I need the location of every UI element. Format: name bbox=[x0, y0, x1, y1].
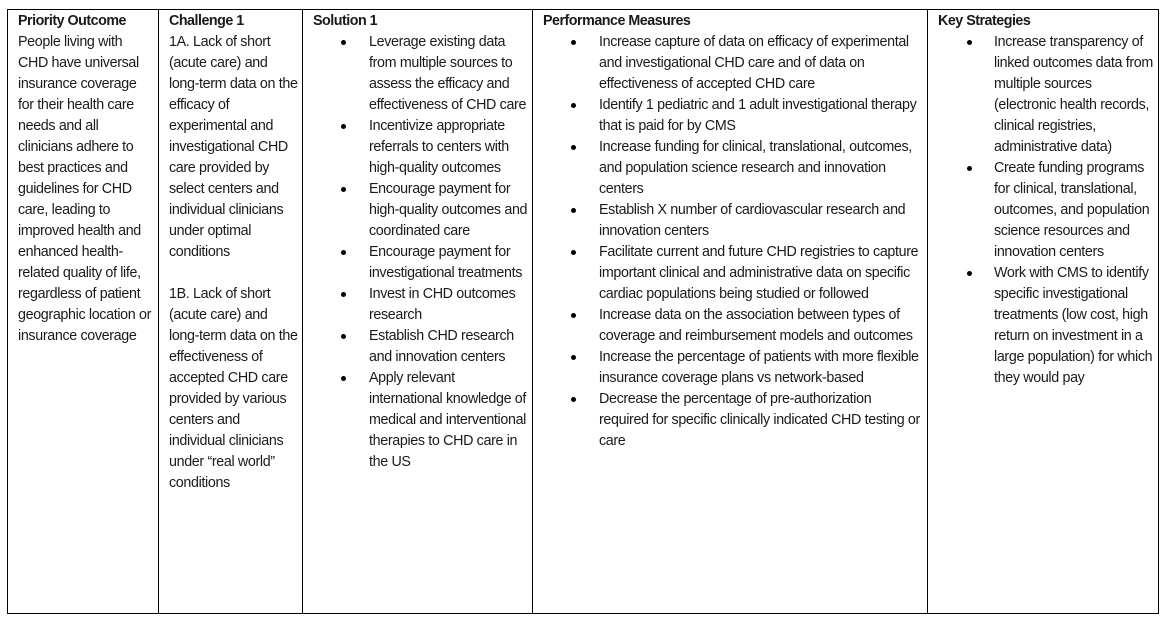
list-item bbox=[599, 137, 923, 200]
key-strategies-cell bbox=[928, 10, 1159, 614]
bullet-icon bbox=[967, 166, 972, 171]
list-item-text: Incentivize appropriate referrals to centers with high-quality outcomes bbox=[369, 118, 509, 176]
list-item-text: Work with CMS to identify specific investigational treatments (low cost, high return on investment in a large population) for which they would pay bbox=[994, 265, 1153, 386]
bullet-icon bbox=[571, 145, 576, 150]
bullet-icon bbox=[571, 397, 576, 402]
list-item bbox=[599, 32, 923, 95]
list-item-text: Establish CHD research and innovation centers bbox=[369, 328, 514, 365]
list-item-text: Create funding programs for clinical, translational, outcomes, and population science resources and innovation centers bbox=[994, 160, 1150, 260]
list-item bbox=[369, 284, 528, 326]
performance-measures-cell bbox=[533, 10, 928, 614]
bullet-icon bbox=[571, 313, 576, 318]
column-header: Key Strategies bbox=[938, 13, 1031, 29]
list-item-text: Increase capture of data on efficacy of experimental and investigational CHD care and of data on effectiveness of accepted CHD care bbox=[599, 34, 909, 92]
list-item bbox=[994, 32, 1154, 158]
list-item-text: Encourage payment for investigational treatments bbox=[369, 244, 523, 281]
column-header: Performance Measures bbox=[543, 13, 691, 29]
bullet-icon bbox=[341, 187, 346, 192]
priority-outcome-cell bbox=[8, 10, 159, 614]
list-item bbox=[599, 200, 923, 242]
list-item bbox=[994, 263, 1154, 389]
list-item bbox=[369, 326, 528, 368]
challenge-cell bbox=[159, 10, 303, 614]
strategy-table bbox=[7, 9, 1159, 614]
list-item-text: Establish X number of cardiovascular research and innovation centers bbox=[599, 202, 906, 239]
list-item-text: Apply relevant international knowledge of medical and interventional therapies to CHD care in the US bbox=[369, 370, 527, 470]
bullet-icon bbox=[571, 103, 576, 108]
list-item-text: Facilitate current and future CHD registries to capture important clinical and administrative data on specific cardiac populations being studied or followed bbox=[599, 244, 919, 302]
solution-cell bbox=[303, 10, 533, 614]
bullet-icon bbox=[571, 355, 576, 360]
table-row bbox=[8, 10, 1159, 614]
list-item-text: Increase the percentage of patients with more flexible insurance coverage plans vs network-based bbox=[599, 349, 919, 386]
list-item bbox=[369, 116, 528, 179]
bullet-icon bbox=[341, 334, 346, 339]
list-item bbox=[599, 347, 923, 389]
column-header: Priority Outcome bbox=[18, 13, 126, 29]
priority-outcome-text: People living with CHD have universal insurance coverage for their health care needs and all clinicians adhere to best practices and guidelines for CHD care, leading to improved health and enhanced health-related quality of life, regardless of patient geographic location or insurance coverage bbox=[18, 34, 151, 344]
list-item bbox=[369, 242, 528, 284]
list-item bbox=[599, 95, 923, 137]
bullet-icon bbox=[967, 40, 972, 45]
solution-list bbox=[313, 32, 528, 473]
column-header: Challenge 1 bbox=[169, 13, 244, 29]
challenge-1a: 1A. Lack of short (acute care) and long-term data on the efficacy of experimental and investigational CHD care provided by select centers and individual clinicians under optimal conditions bbox=[169, 34, 298, 260]
bullet-icon bbox=[341, 124, 346, 129]
challenge-1b: 1B. Lack of short (acute care) and long-term data on the effectiveness of accepted CHD care provided by various centers and individual clinicians under “real world” conditions bbox=[169, 286, 298, 491]
bullet-icon bbox=[341, 292, 346, 297]
list-item bbox=[599, 242, 923, 305]
list-item-text: Increase funding for clinical, translational, outcomes, and population science research and innovation centers bbox=[599, 139, 912, 197]
list-item-text: Invest in CHD outcomes research bbox=[369, 286, 516, 323]
bullet-icon bbox=[571, 250, 576, 255]
list-item-text: Identify 1 pediatric and 1 adult investigational therapy that is paid for by CMS bbox=[599, 97, 917, 134]
list-item-text: Increase data on the association between types of coverage and reimbursement models and outcomes bbox=[599, 307, 913, 344]
column-header: Solution 1 bbox=[313, 13, 378, 29]
list-item bbox=[994, 158, 1154, 263]
bullet-icon bbox=[341, 376, 346, 381]
list-item bbox=[369, 368, 528, 473]
key-strategies-list bbox=[938, 32, 1154, 389]
list-item-text: Encourage payment for high-quality outcomes and coordinated care bbox=[369, 181, 528, 239]
list-item-text: Leverage existing data from multiple sources to assess the efficacy and effectiveness of CHD care bbox=[369, 34, 527, 113]
list-item bbox=[599, 389, 923, 452]
list-item bbox=[369, 179, 528, 242]
performance-measures-list bbox=[543, 32, 923, 452]
bullet-icon bbox=[967, 271, 972, 276]
bullet-icon bbox=[571, 40, 576, 45]
list-item bbox=[599, 305, 923, 347]
bullet-icon bbox=[341, 250, 346, 255]
bullet-icon bbox=[571, 208, 576, 213]
list-item-text: Decrease the percentage of pre-authorization required for specific clinically indicated CHD testing or care bbox=[599, 391, 920, 449]
bullet-icon bbox=[341, 40, 346, 45]
list-item bbox=[369, 32, 528, 116]
list-item-text: Increase transparency of linked outcomes data from multiple sources (electronic health records, clinical registries, administrative data) bbox=[994, 34, 1153, 155]
